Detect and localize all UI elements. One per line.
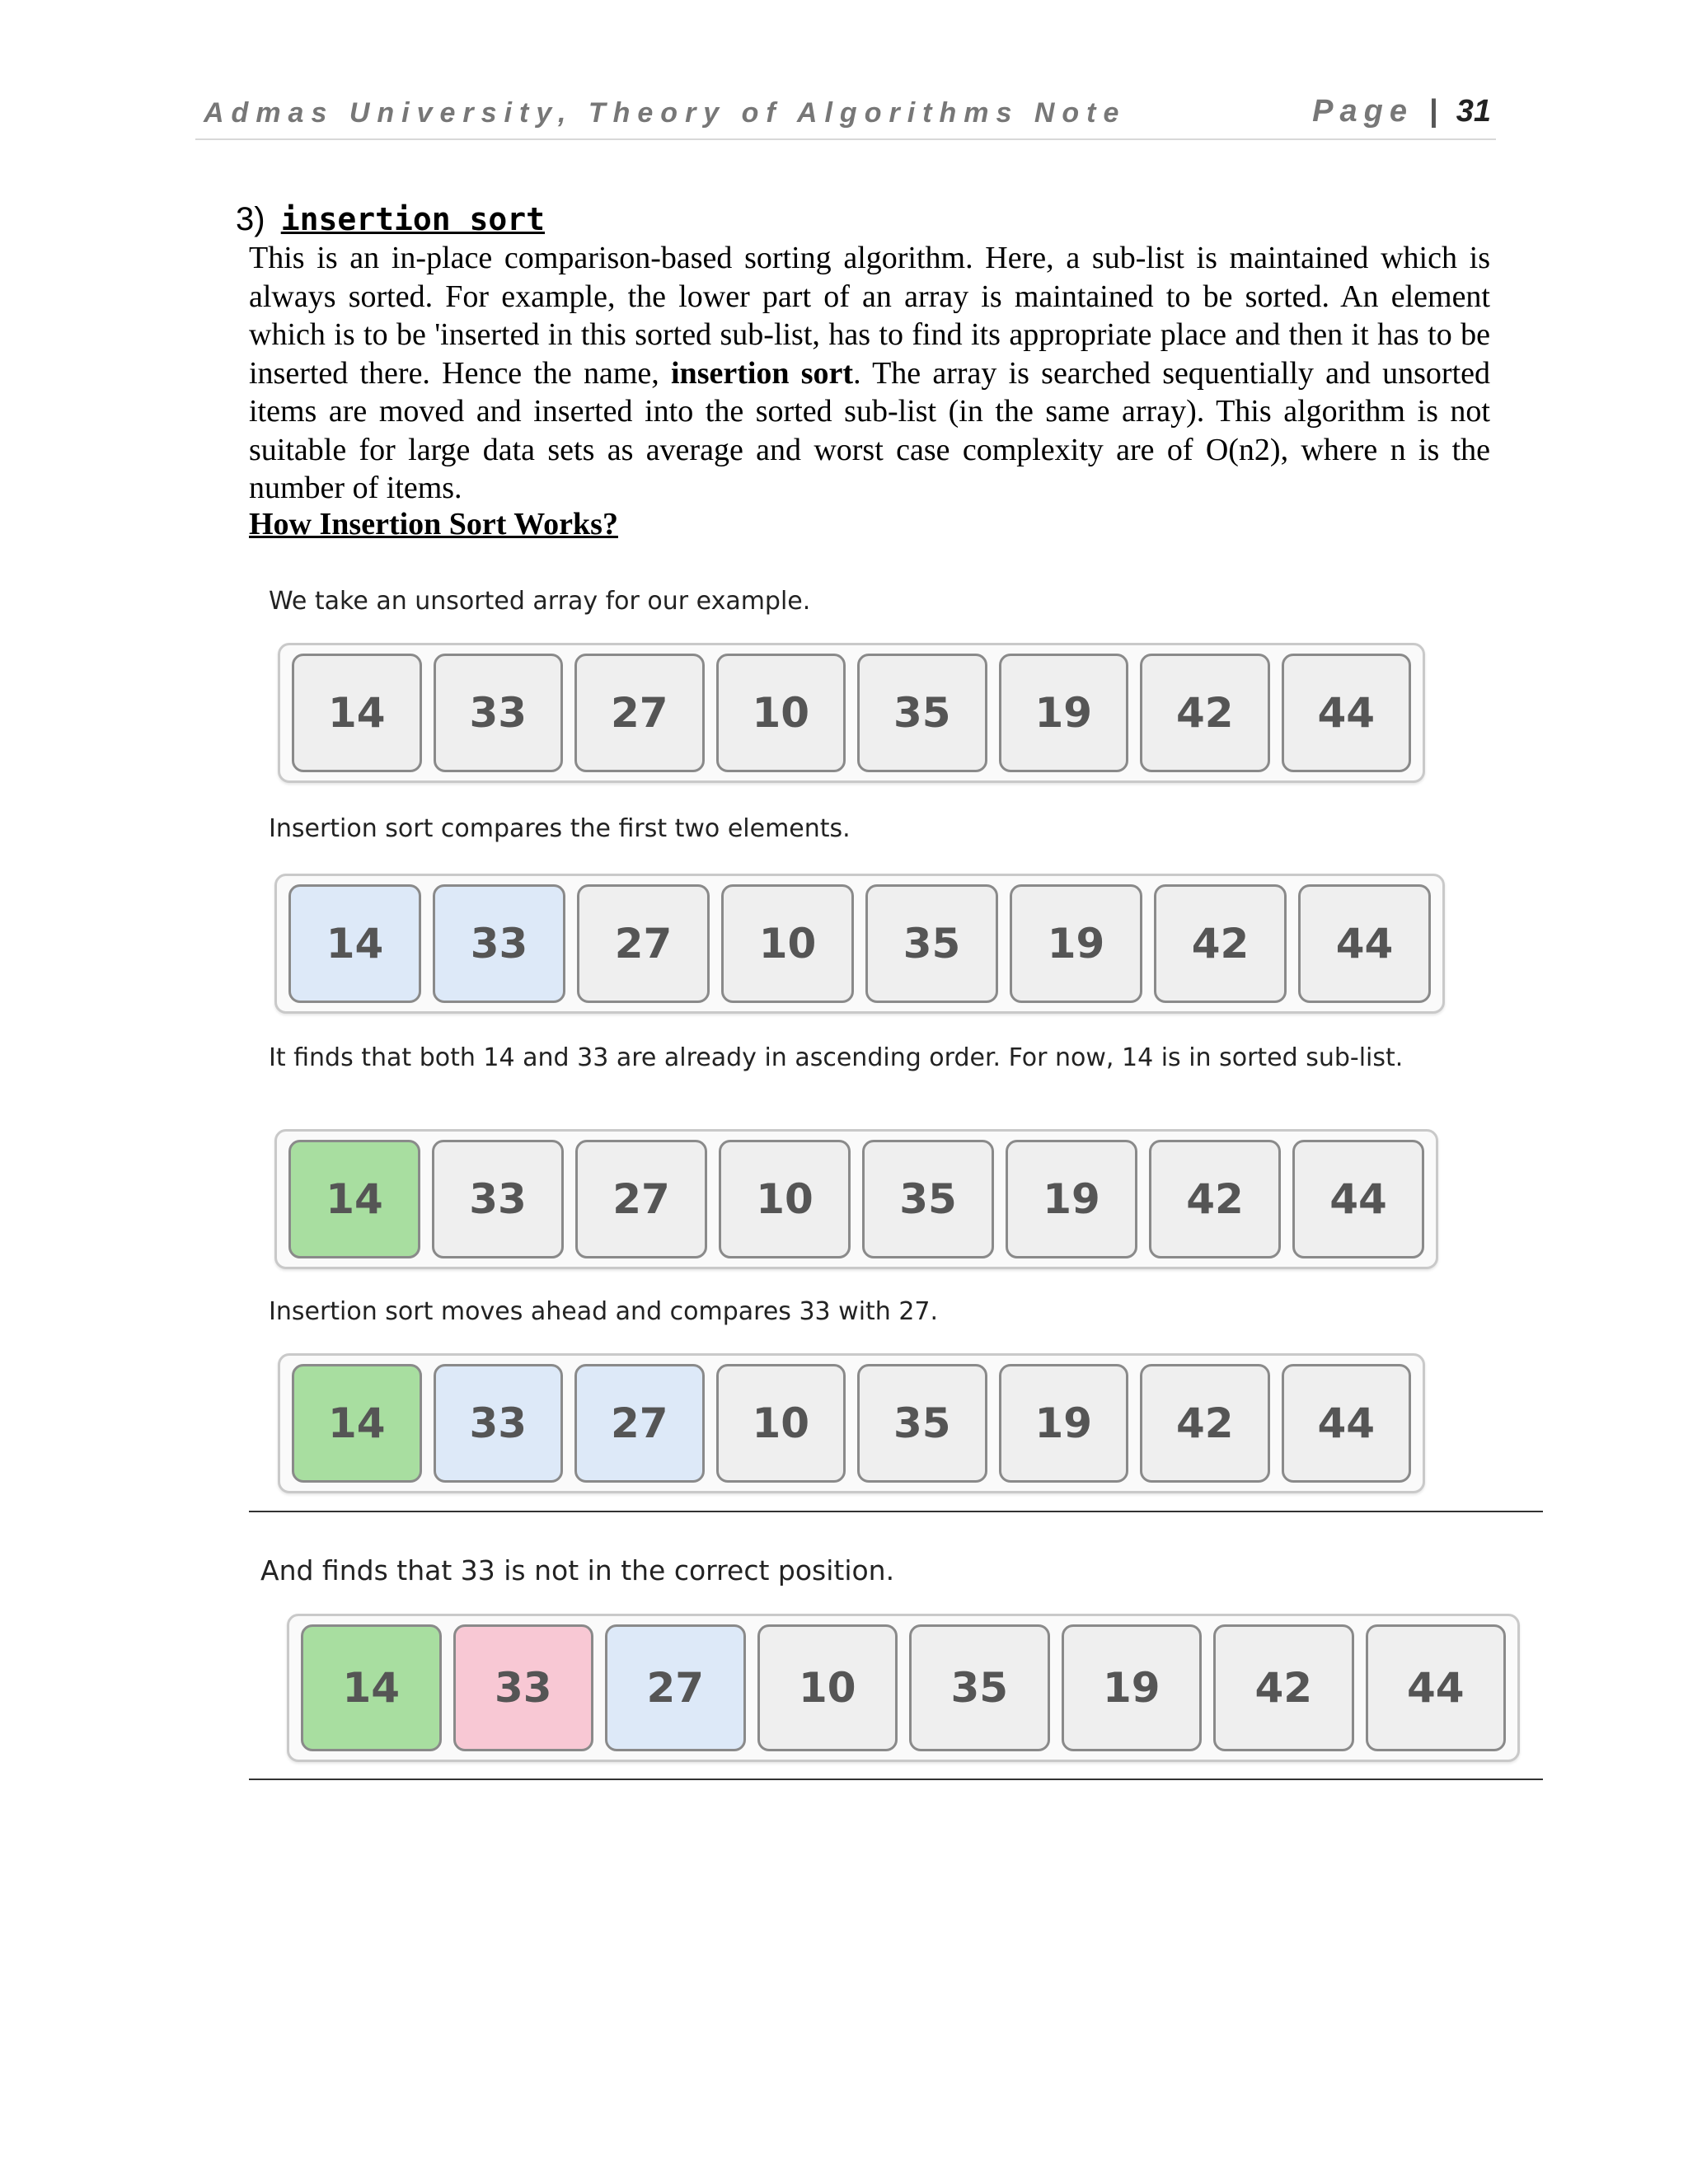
divider-2 [249,1779,1543,1780]
array-cell: 35 [857,1364,987,1483]
intro-paragraph [249,239,1490,508]
array-cell: 10 [716,654,846,772]
array-cell: 42 [1140,1364,1270,1483]
array-cell: 27 [605,1624,746,1751]
page-separator: | [1428,94,1442,129]
array-cell: 35 [857,654,987,772]
array-cell: 33 [453,1624,594,1751]
step-1-caption: We take an unsorted array for our example. [269,587,811,616]
array-cell: 27 [574,654,705,772]
array-cell: 42 [1154,884,1287,1003]
para-text-1: This is an in-place comparison-based sorting algorithm. Here, a sub-list is maintained which is always sorted. For example, the lower part of an array is maintained to be sorted. An element which is to be 'inserted in this sorted sub-list, has to find its appropriate place and then it has to be inserted there. Hence the name, [249,241,1490,391]
section-title: insertion sort [280,201,545,237]
array-cell: 44 [1282,654,1412,772]
array-cell: 35 [909,1624,1050,1751]
array-cell: 27 [574,1364,705,1483]
array-cell: 33 [434,1364,564,1483]
array-cell: 42 [1140,654,1270,772]
array-cell: 14 [301,1624,442,1751]
page-number: 31 [1456,94,1491,129]
page-header [195,92,1496,140]
array-cell: 33 [434,654,564,772]
step-4-array [278,1353,1425,1493]
array-cell: 10 [716,1364,846,1483]
array-cell: 14 [288,884,421,1003]
array-cell: 42 [1213,1624,1354,1751]
array-cell: 19 [999,1364,1129,1483]
para-text-2: . The array is searched sequentially and unsorted items are moved and inserted into the sorted sub-list (in the same array). This algorithm is not suitable for large data sets as average and worst case complexity are of O(n2), where n is the number of items. [249,355,1491,505]
array-cell: 10 [757,1624,898,1751]
array-cell: 35 [865,884,998,1003]
array-cell: 19 [999,654,1129,772]
step-5-caption: And finds that 33 is not in the correct position. [260,1554,895,1586]
step-5-array [287,1614,1520,1762]
step-4-caption: Insertion sort moves ahead and compares 33 with 27. [269,1297,939,1326]
page-number-block [1312,94,1491,129]
page-label: Page [1312,94,1414,129]
array-cell: 14 [292,1364,422,1483]
array-cell: 10 [721,884,854,1003]
subheading: How Insertion Sort Works? [249,507,618,541]
array-cell: 27 [575,1140,707,1258]
array-cell: 35 [862,1140,994,1258]
array-cell: 44 [1298,884,1431,1003]
step-3-caption: It finds that both 14 and 33 are already in ascending order. For now, 14 is in sorted sub-list. [269,1043,1404,1072]
header-title: Admas University, Theory of Algorithms Note [204,97,1127,129]
para-bold-term: insertion sort [671,355,854,391]
array-cell: 42 [1149,1140,1281,1258]
step-3-array [274,1129,1438,1269]
array-cell: 44 [1292,1140,1424,1258]
section-number: 3) [236,201,265,237]
array-cell: 14 [288,1140,420,1258]
array-cell: 19 [1062,1624,1203,1751]
step-2-array [274,874,1445,1014]
step-1-array [278,643,1425,783]
array-cell: 33 [432,1140,564,1258]
array-cell: 14 [292,654,422,772]
array-cell: 27 [577,884,710,1003]
array-cell: 19 [1006,1140,1137,1258]
array-cell: 44 [1366,1624,1507,1751]
step-2-caption: Insertion sort compares the first two elements. [269,814,851,843]
array-cell: 44 [1282,1364,1412,1483]
array-cell: 33 [433,884,565,1003]
section-heading [236,201,545,238]
array-cell: 10 [719,1140,851,1258]
divider-1 [249,1511,1543,1512]
array-cell: 19 [1010,884,1142,1003]
